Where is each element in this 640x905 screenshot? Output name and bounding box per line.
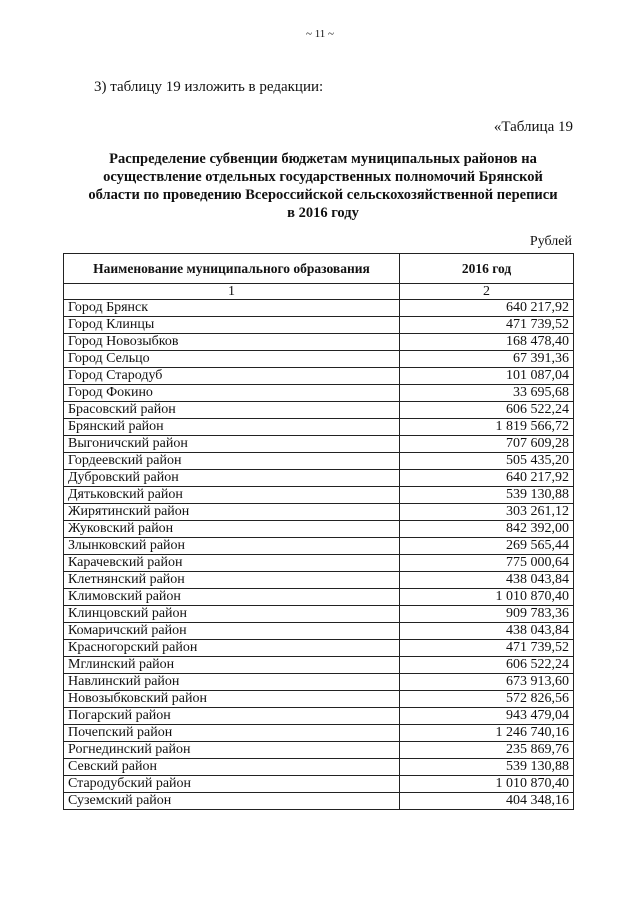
table-row (64, 623, 574, 640)
subvention-amount: 775 000,64 (400, 555, 574, 572)
title-line: области по проведению Всероссийской сельскохозяйственной переписи (88, 187, 558, 203)
municipality-name: Суземский район (64, 793, 400, 810)
table-body (64, 300, 574, 810)
table-row (64, 589, 574, 606)
column-number-row (64, 284, 574, 300)
table-header-row (64, 254, 574, 284)
subvention-amount: 606 522,24 (400, 657, 574, 674)
table-row (64, 674, 574, 691)
subvention-table (63, 253, 574, 810)
table-caption: «Таблица 19 (493, 119, 573, 135)
municipality-name: Навлинский район (64, 674, 400, 691)
header-year: 2016 год (400, 254, 574, 284)
subvention-amount: 539 130,88 (400, 759, 574, 776)
table-row (64, 351, 574, 368)
subvention-amount: 606 522,24 (400, 402, 574, 419)
subvention-amount: 438 043,84 (400, 623, 574, 640)
page-number: ~ 11 ~ (306, 28, 334, 40)
table-row (64, 419, 574, 436)
municipality-name: Жирятинский район (64, 504, 400, 521)
subvention-amount: 640 217,92 (400, 470, 574, 487)
subvention-amount: 235 869,76 (400, 742, 574, 759)
table-row (64, 725, 574, 742)
municipality-name: Мглинский район (64, 657, 400, 674)
subvention-amount: 404 348,16 (400, 793, 574, 810)
table-row (64, 521, 574, 538)
municipality-name: Брянский район (64, 419, 400, 436)
subvention-amount: 673 913,60 (400, 674, 574, 691)
title-line: осуществление отдельных государственных полномочий Брянской (103, 169, 543, 185)
subvention-amount: 33 695,68 (400, 385, 574, 402)
table-row (64, 538, 574, 555)
column-number: 2 (400, 284, 574, 300)
subvention-amount: 640 217,92 (400, 300, 574, 317)
subvention-amount: 707 609,28 (400, 436, 574, 453)
subvention-amount: 572 826,56 (400, 691, 574, 708)
municipality-name: Климовский район (64, 589, 400, 606)
table-row (64, 300, 574, 317)
instruction-text: 3) таблицу 19 изложить в редакции: (94, 79, 324, 95)
municipality-name: Карачевский район (64, 555, 400, 572)
table-row (64, 368, 574, 385)
municipality-name: Город Новозыбков (64, 334, 400, 351)
table-row (64, 793, 574, 810)
municipality-name: Новозыбковский район (64, 691, 400, 708)
subvention-amount: 909 783,36 (400, 606, 574, 623)
table-row (64, 453, 574, 470)
municipality-name: Злынковский район (64, 538, 400, 555)
subvention-amount: 842 392,00 (400, 521, 574, 538)
table-row (64, 402, 574, 419)
table-row (64, 385, 574, 402)
municipality-name: Гордеевский район (64, 453, 400, 470)
table-row (64, 708, 574, 725)
subvention-amount: 1 246 740,16 (400, 725, 574, 742)
title-line: в 2016 году (287, 205, 359, 221)
header-name: Наименование муниципального образования (64, 254, 400, 284)
table-row (64, 487, 574, 504)
subvention-amount: 1 010 870,40 (400, 589, 574, 606)
subvention-amount: 1 010 870,40 (400, 776, 574, 793)
municipality-name: Комаричский район (64, 623, 400, 640)
table-row (64, 436, 574, 453)
municipality-name: Дятьковский район (64, 487, 400, 504)
subvention-amount: 438 043,84 (400, 572, 574, 589)
table-row (64, 572, 574, 589)
subvention-amount: 168 478,40 (400, 334, 574, 351)
table-row (64, 504, 574, 521)
subvention-amount: 539 130,88 (400, 487, 574, 504)
municipality-name: Погарский район (64, 708, 400, 725)
municipality-name: Жуковский район (64, 521, 400, 538)
subvention-amount: 943 479,04 (400, 708, 574, 725)
municipality-name: Рогнединский район (64, 742, 400, 759)
table-row (64, 759, 574, 776)
table-row (64, 334, 574, 351)
municipality-name: Севский район (64, 759, 400, 776)
municipality-name: Город Клинцы (64, 317, 400, 334)
table-row (64, 742, 574, 759)
municipality-name: Город Фокино (64, 385, 400, 402)
table-row (64, 640, 574, 657)
subvention-amount: 471 739,52 (400, 317, 574, 334)
municipality-name: Выгоничский район (64, 436, 400, 453)
table-row (64, 657, 574, 674)
subvention-amount: 471 739,52 (400, 640, 574, 657)
table-row (64, 470, 574, 487)
subvention-amount: 67 391,36 (400, 351, 574, 368)
table-row (64, 776, 574, 793)
municipality-name: Город Сельцо (64, 351, 400, 368)
municipality-name: Почепский район (64, 725, 400, 742)
municipality-name: Брасовский район (64, 402, 400, 419)
municipality-name: Город Брянск (64, 300, 400, 317)
subvention-amount: 269 565,44 (400, 538, 574, 555)
municipality-name: Дубровский район (64, 470, 400, 487)
table-row (64, 317, 574, 334)
subvention-amount: 303 261,12 (400, 504, 574, 521)
subvention-amount: 101 087,04 (400, 368, 574, 385)
municipality-name: Город Стародуб (64, 368, 400, 385)
municipality-name: Клетнянский район (64, 572, 400, 589)
units-label: Рублей (529, 234, 572, 249)
subvention-amount: 505 435,20 (400, 453, 574, 470)
subvention-amount: 1 819 566,72 (400, 419, 574, 436)
municipality-name: Клинцовский район (64, 606, 400, 623)
title-line: Распределение субвенции бюджетам муниципальных районов на (109, 151, 537, 167)
municipality-name: Красногорский район (64, 640, 400, 657)
column-number: 1 (64, 284, 400, 300)
table-row (64, 691, 574, 708)
table-row (64, 555, 574, 572)
municipality-name: Стародубский район (64, 776, 400, 793)
document-title (80, 150, 566, 222)
table-row (64, 606, 574, 623)
